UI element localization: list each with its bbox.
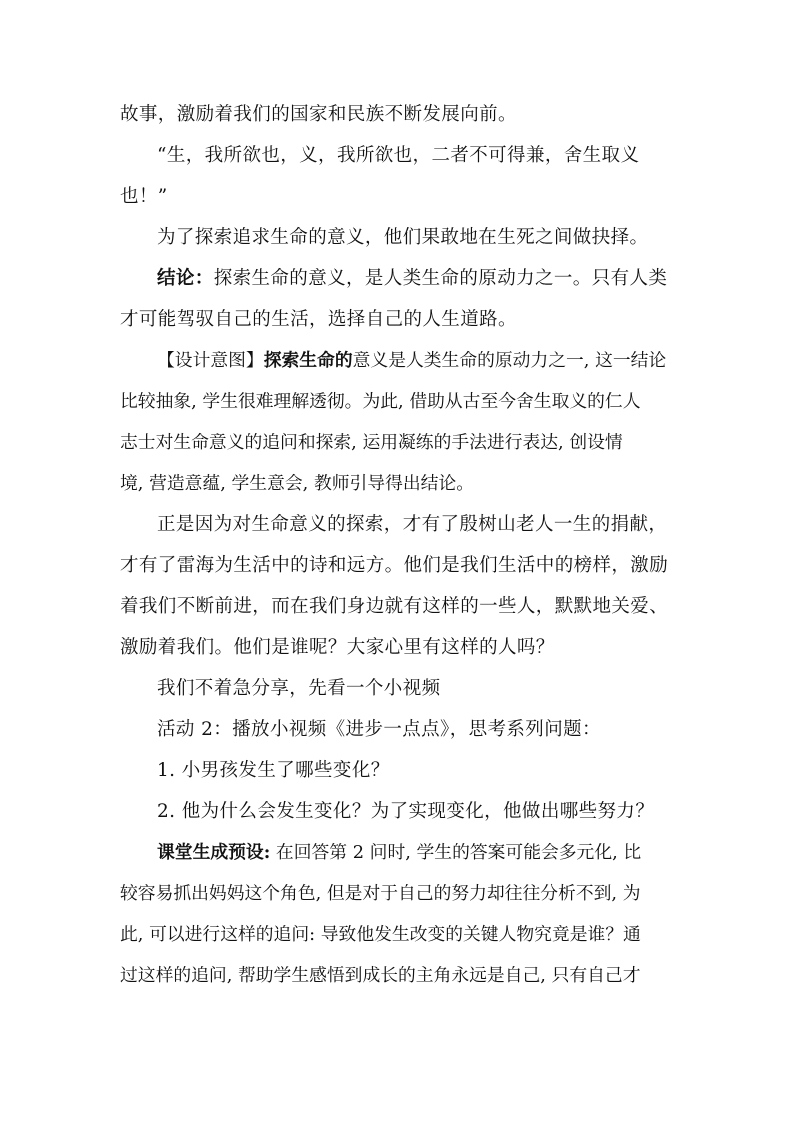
quote-line: 也！” [120,186,168,207]
preset-line [120,832,680,873]
conclusion-label: 结论： [157,268,214,289]
activity-line: 活动 2：播放小视频《进步一点点》，思考系列问题： [157,719,601,740]
design-intent-line: 志士对生命意义的追问和探索, 运用凝练的手法进行表达, 创设情 [120,432,623,453]
design-intent-emphasis: 探索生命的 [263,350,353,371]
preset-line: 较容易抓出妈妈这个角色, 但是对于自己的努力却往往分析不到, 为 [120,883,641,904]
conclusion-line [120,258,680,299]
conclusion-line: 才可能驾驭自己的生活，选择自己的人生道路。 [120,309,517,330]
preset-line: 过这样的追问, 帮助学生感悟到成长的主角永远是自己, 只有自己才 [120,965,641,986]
design-intent-line: 比较抽象, 学生很难理解透彻。为此, 借助从古至今舍生取义的仁人 [120,391,641,412]
design-intent-line [120,340,680,381]
question-item: 1. 小男孩发生了哪些变化？ [157,760,390,781]
paragraph-line: 正是因为对生命意义的探索，才有了殷树山老人一生的捐献， [157,514,668,535]
paragraph-line: 才有了雷海为生活中的诗和远方。他们是我们生活中的榜样，激励 [120,555,669,576]
question-item: 2. 他为什么会发生变化？为了实现变化，他做出哪些努力？ [157,801,655,822]
conclusion-text: 探索生命的意义，是人类生命的原动力之一。只有人类 [213,268,668,289]
paragraph-line: 着我们不断前进，而在我们身边就有这样的一些人，默默地关爱、 [120,596,669,617]
quote-line: “生，我所欲也，义，我所欲也，二者不可得兼，舍生取义 [157,145,640,166]
design-intent-label: 【设计意图】 [157,350,264,371]
preset-line: 此, 可以进行这样的追问: 导致他发生改变的关键人物究竟是谁？通 [120,924,641,945]
design-intent-line: 境, 营造意蕴, 学生意会, 教师引导得出结论。 [120,473,474,494]
preset-label: 课堂生成预设: [157,842,271,863]
paragraph-line: 为了探索追求生命的意义，他们果敢地在生死之间做抉择。 [157,227,649,248]
document-body [120,94,680,996]
paragraph-line: 激励着我们。他们是谁呢？大家心里有这样的人吗？ [120,637,555,658]
preset-text: 在回答第 2 问时, 学生的答案可能会多元化, 比 [270,842,642,863]
design-intent-text: 意义是人类生命的原动力之一, 这一结论 [352,350,667,371]
paragraph-line: 我们不着急分享，先看一个小视频 [157,678,441,699]
paragraph-line: 故事，激励着我们的国家和民族不断发展向前。 [120,104,517,125]
